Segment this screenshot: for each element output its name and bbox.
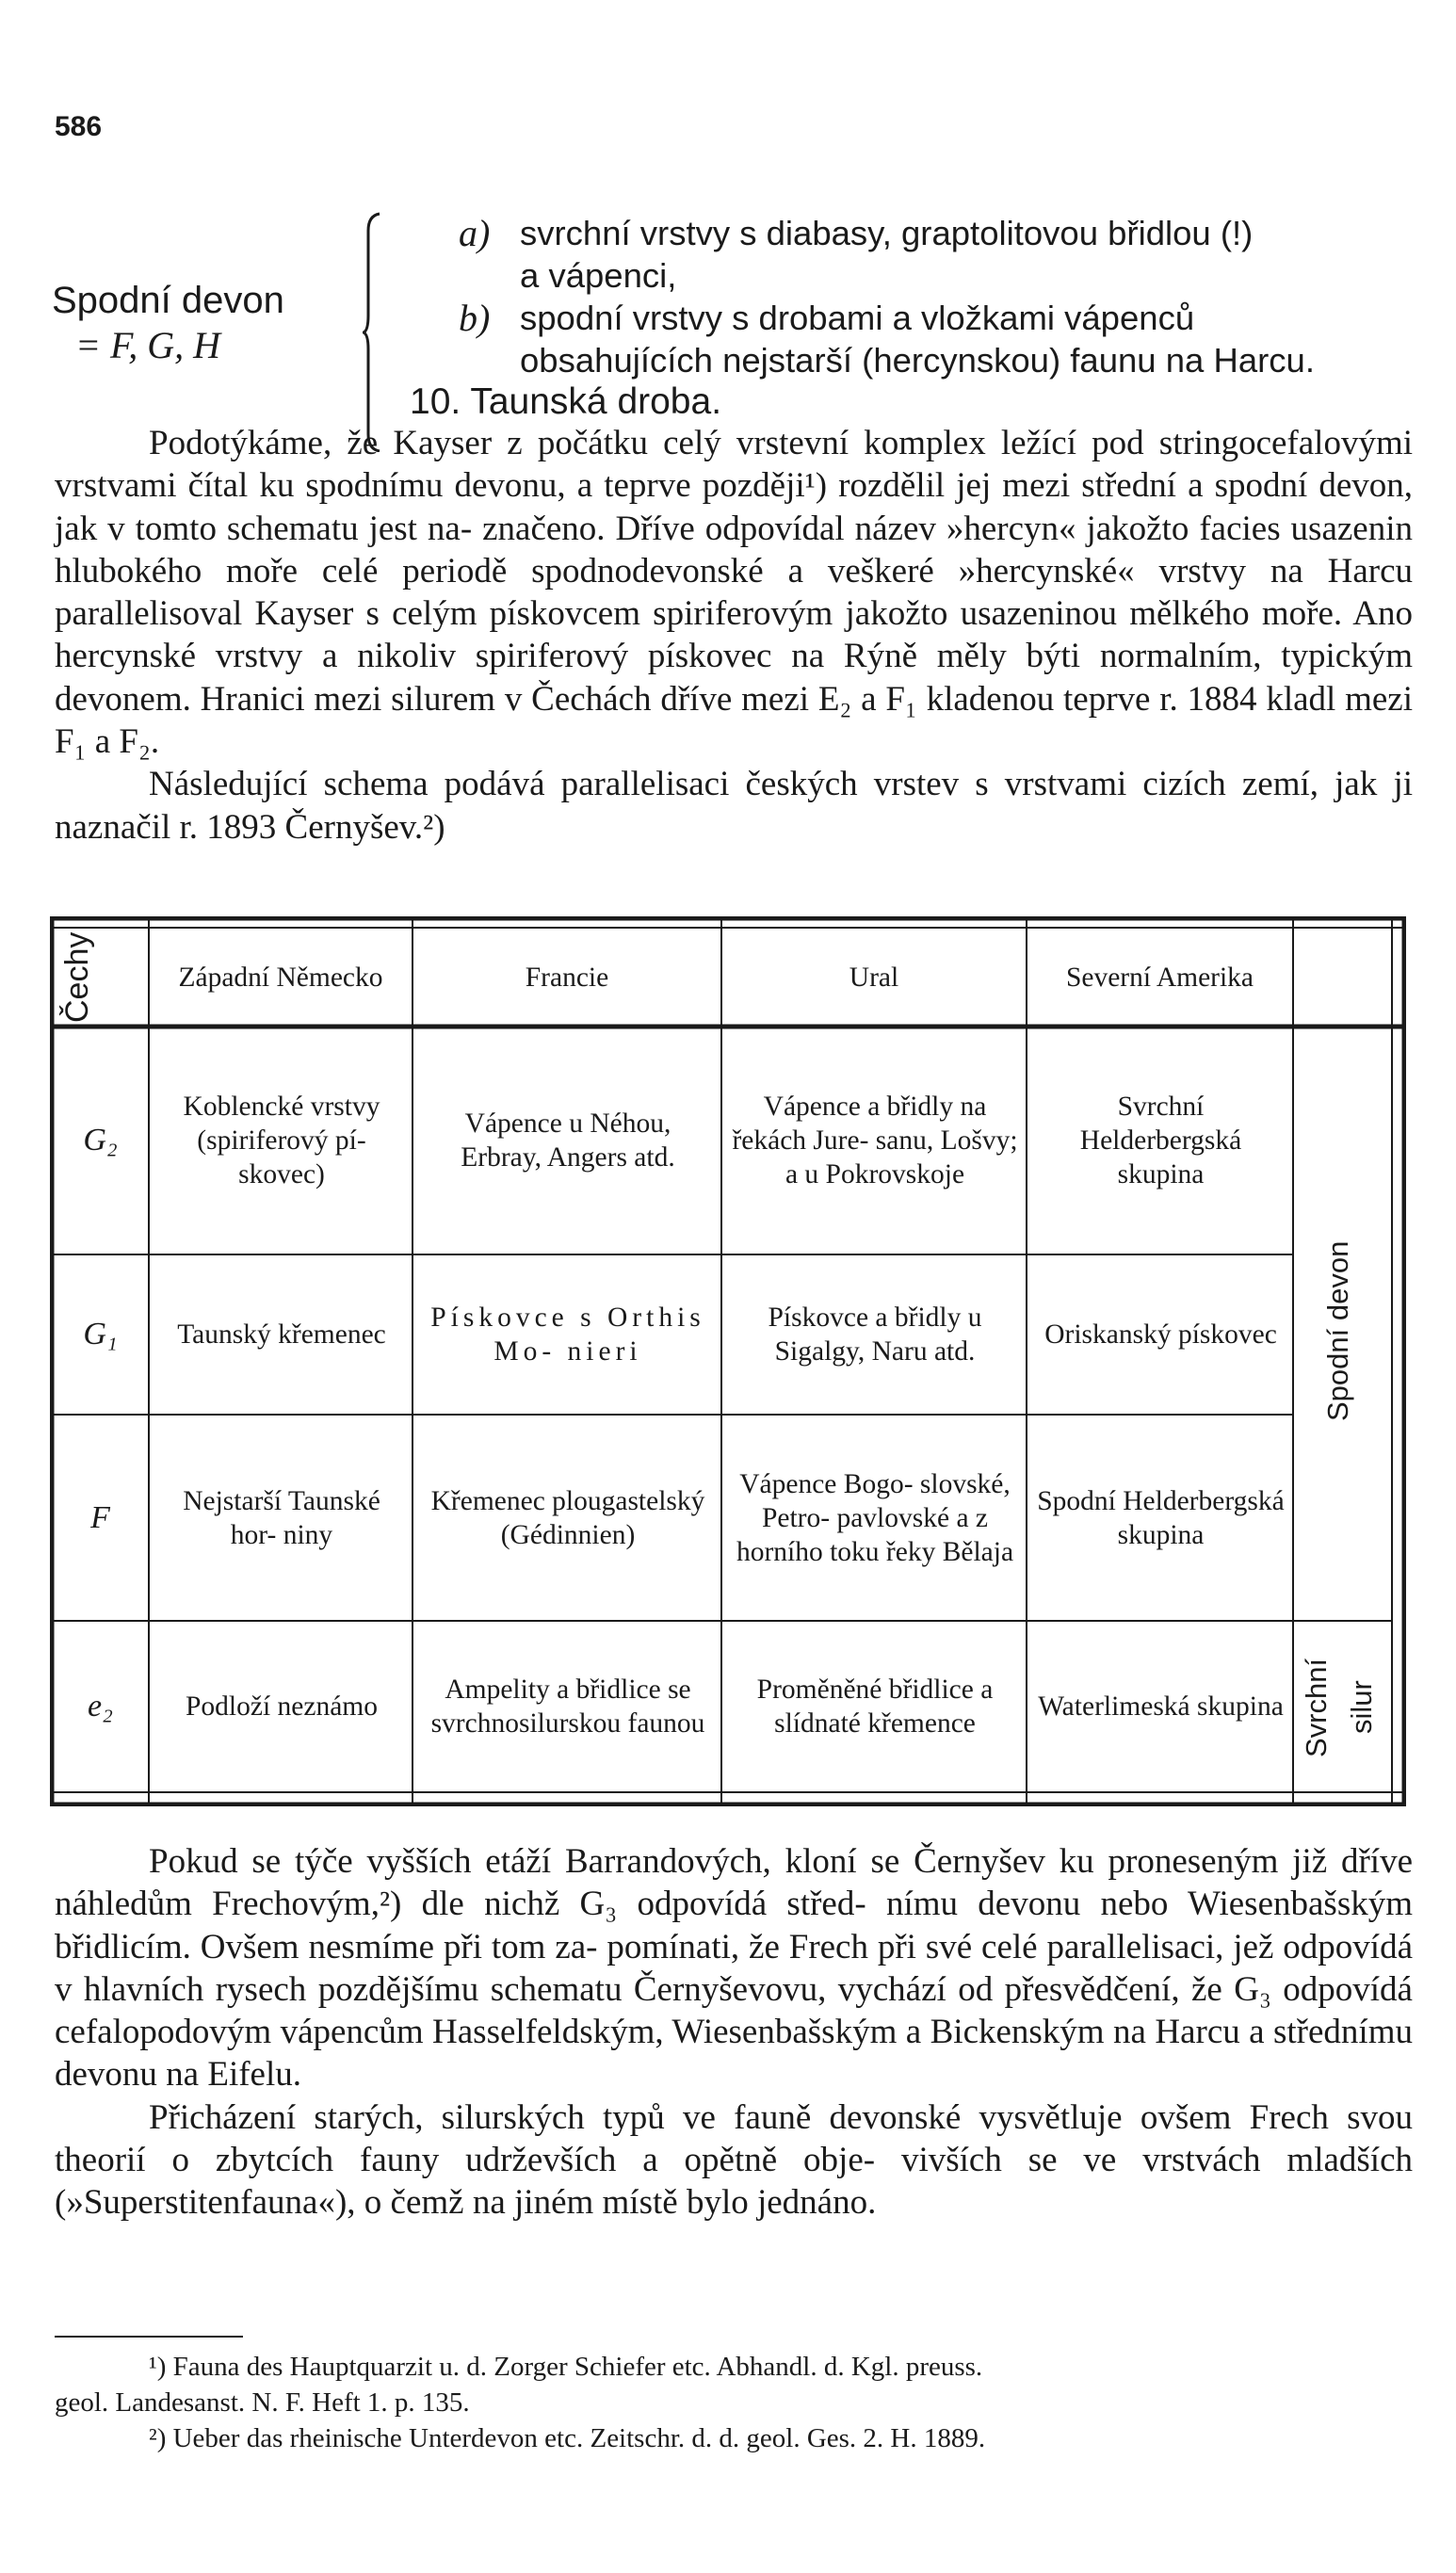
table-cell: Vápence Bogo- slovské, Petro- pavlovské a z horního toku řeky Bělaja	[736, 1468, 1014, 1567]
paragraph-1: Podotýkáme, že Kayser z počátku celý vrstevní komplex ležící pod stringocefalovými vrstvami čítal ku spodnímu devonu, a teprve později¹) rozdělil jej mezi střední a spodní devon, jak v tomto schematu jest na- značeno. Dříve odpovídal název »hercyn« jakožto facies usazenin hlubokého moře celé periodě spodnodevonské a veškeré »hercynské« vrstvy na Harcu parallelisoval Kayser s celým pískovcem spiriferovým jakožto usazeninou mělkého moře. Ano hercynské vrstvy a nikoliv spiriferový pískovec na Rýně měly býti normalním, typickým devonem. Hranici mezi silurem v Čechách dříve mezi E₂ a F₁ kladenou teprve r. 1884 kladl mezi F₁ a F₂. Následující schema podává parallelisaci českých vrstev s vrstvami cizích zemí, jak ji naznačil r. 1893 Černyšev.²)	[55, 424, 1414, 847]
lower-devonian-label: Spodní devon = F, G, H	[52, 280, 284, 366]
side-label-silurian: silur	[1345, 1680, 1378, 1735]
sub-item-a: a) svrchní vrstvy s diabasy, graptolitovou břidlou (!) a vápenci,	[459, 212, 1254, 295]
table-cell: Vápence u Néhou, Erbray, Angers atd.	[461, 1108, 675, 1173]
stage-g2: G₂	[83, 1123, 118, 1157]
table-cell: Spodní Helderbergská skupina	[1037, 1485, 1285, 1550]
page-number: 586	[55, 111, 103, 142]
header-bohemia: Čechy	[59, 931, 95, 1023]
table-cell: Nejstarší Taunské hor- niny	[183, 1485, 380, 1550]
item-10: 10. Taunská droba.	[410, 381, 722, 422]
table-cell: Podloží neznámo	[186, 1691, 378, 1722]
table-cell: Pískovce a břidly u Sigalgy, Naru atd.	[768, 1303, 982, 1367]
correlation-table	[50, 916, 1406, 1806]
header-france: Francie	[525, 962, 609, 993]
stage-f: F	[90, 1499, 110, 1535]
table-cell: Waterlimeská skupina	[1038, 1691, 1284, 1722]
sub-items-list	[459, 212, 1456, 381]
side-label-lower-devonian: Spodní devon	[1321, 1240, 1354, 1421]
table-cell: Taunský křemenec	[177, 1319, 386, 1350]
sub-item-b: b) spodní vrstvy s drobami a vložkami vápenců obsahujících nejstarší (hercynskou) faunu na Harcu.	[459, 297, 1315, 380]
table-cell: Koblencké vrstvy (spiriferový pí- skovec)	[183, 1092, 380, 1189]
table-cell: Ampelity a břidlice se svrchnosilurskou faunou	[430, 1675, 705, 1739]
footnote-1-line1: ¹) Fauna des Hauptquarzit u. d. Zorger Schiefer etc. Abhandl. d. Kgl. preuss.	[149, 2352, 983, 2382]
stage-g1: G₁	[83, 1317, 118, 1351]
footnote-2: ²) Ueber das rheinische Unterdevon etc. Zeitschr. d. d. geol. Ges. 2. H. 1889.	[149, 2423, 986, 2453]
header-west-germany: Západní Německo	[178, 962, 383, 993]
table-cell: Oriskanský pískovec	[1044, 1319, 1277, 1350]
table-cell: Vápence a břidly na řekách Jure- sanu, Lošvy; a u Pokrovskoje	[732, 1092, 1018, 1189]
table-cell: Svrchní Helderbergská skupina	[1079, 1092, 1242, 1189]
table-cell: Křemenec plougastelský (Gédinnien)	[430, 1485, 705, 1550]
table-cell: Proměněné břidlice a slídnaté křemence	[756, 1675, 994, 1739]
side-label-upper: Svrchní	[1300, 1658, 1333, 1757]
footnote-1-line2: geol. Landesanst. N. F. Heft 1. p. 135.	[55, 2387, 470, 2418]
footnotes	[55, 2349, 1411, 2456]
header-ural: Ural	[849, 962, 899, 993]
header-north-america: Severní Amerika	[1065, 962, 1254, 993]
stage-e2: e₂	[88, 1689, 113, 1723]
table-cell: Pískovce s Orthis Mo- nieri	[430, 1303, 705, 1367]
paragraph-2: Pokud se týče vyšších etáží Barrandových, kloní se Černyšev ku proneseným již dříve náhledům Frechovým,²) dle nichž G₃ odpovídá střed- nímu devonu nebo Wiesenbašským břidlicím. Ovšem nesmíme při tom za- pomínati, že Frech při své celé parallelisaci, jež odpovídá v hlavních rysech pozdějšímu schematu Černyševovu, vychází od přesvědčení, že G₃ odpovídá cefalopodovým vápencům Hasselfeldským, Wiesenbašským a Bickenským na Harcu a střednímu devonu na Eifelu. Přicházení starých, silurských typů ve fauně devonské vysvětluje ovšem Frech svou theorií o zbytcích fauny udrževších a opětně obje- vivších se ve vrstvách mladších (»Superstitenfauna«), o čemž na jiném místě bylo jednáno.	[55, 1842, 1414, 2223]
brace-icon	[363, 212, 385, 452]
footnote-rule	[55, 2336, 243, 2338]
